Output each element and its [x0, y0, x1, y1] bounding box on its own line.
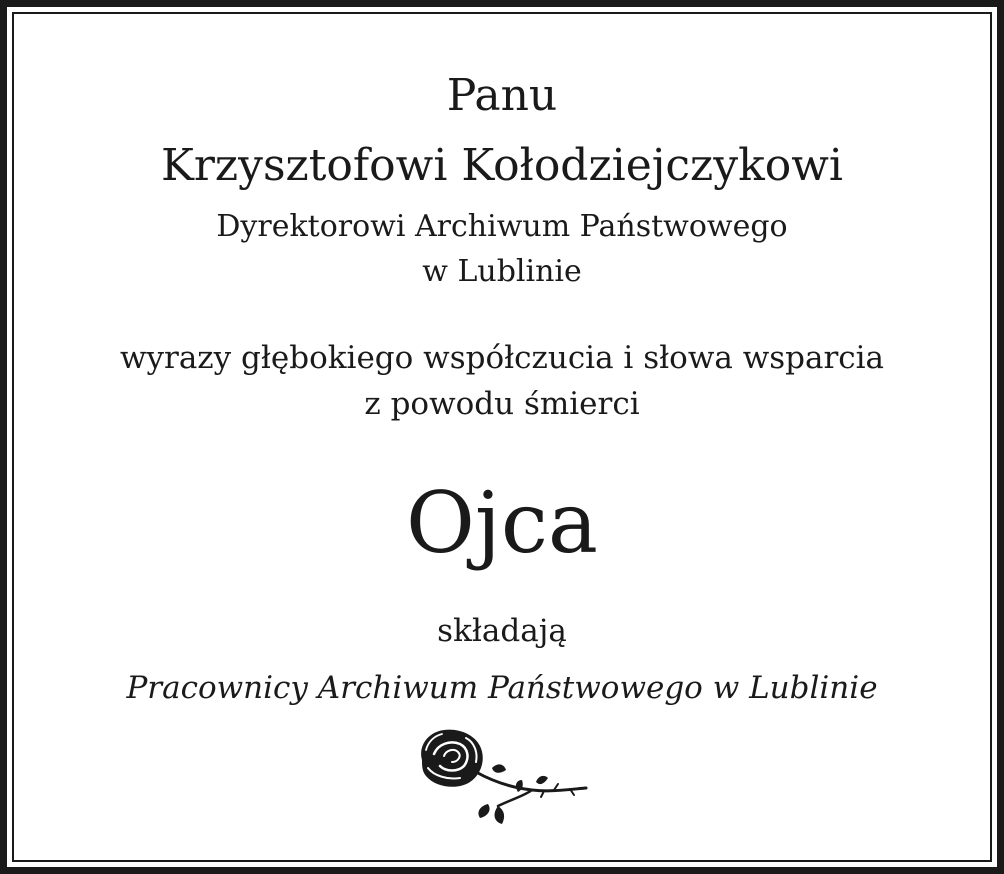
- rose-icon: [414, 724, 590, 828]
- recipient-name: Krzysztofowi Kołodziejczykowi: [161, 140, 843, 191]
- recipient-title-line1: Dyrektorowi Archiwum Państwowego: [216, 209, 788, 244]
- deceased-heading: Ojca: [405, 474, 599, 572]
- recipient-title-line2: w Lublinie: [422, 254, 582, 289]
- condolence-line1: wyrazy głębokiego współczucia i słowa wsparcia: [119, 340, 885, 376]
- verb-line: składają: [437, 613, 567, 649]
- senders-signature: Pracownicy Archiwum Państwowego w Lublinie: [126, 670, 878, 706]
- salutation: Panu: [446, 70, 558, 121]
- condolence-line2: z powodu śmierci: [364, 386, 640, 422]
